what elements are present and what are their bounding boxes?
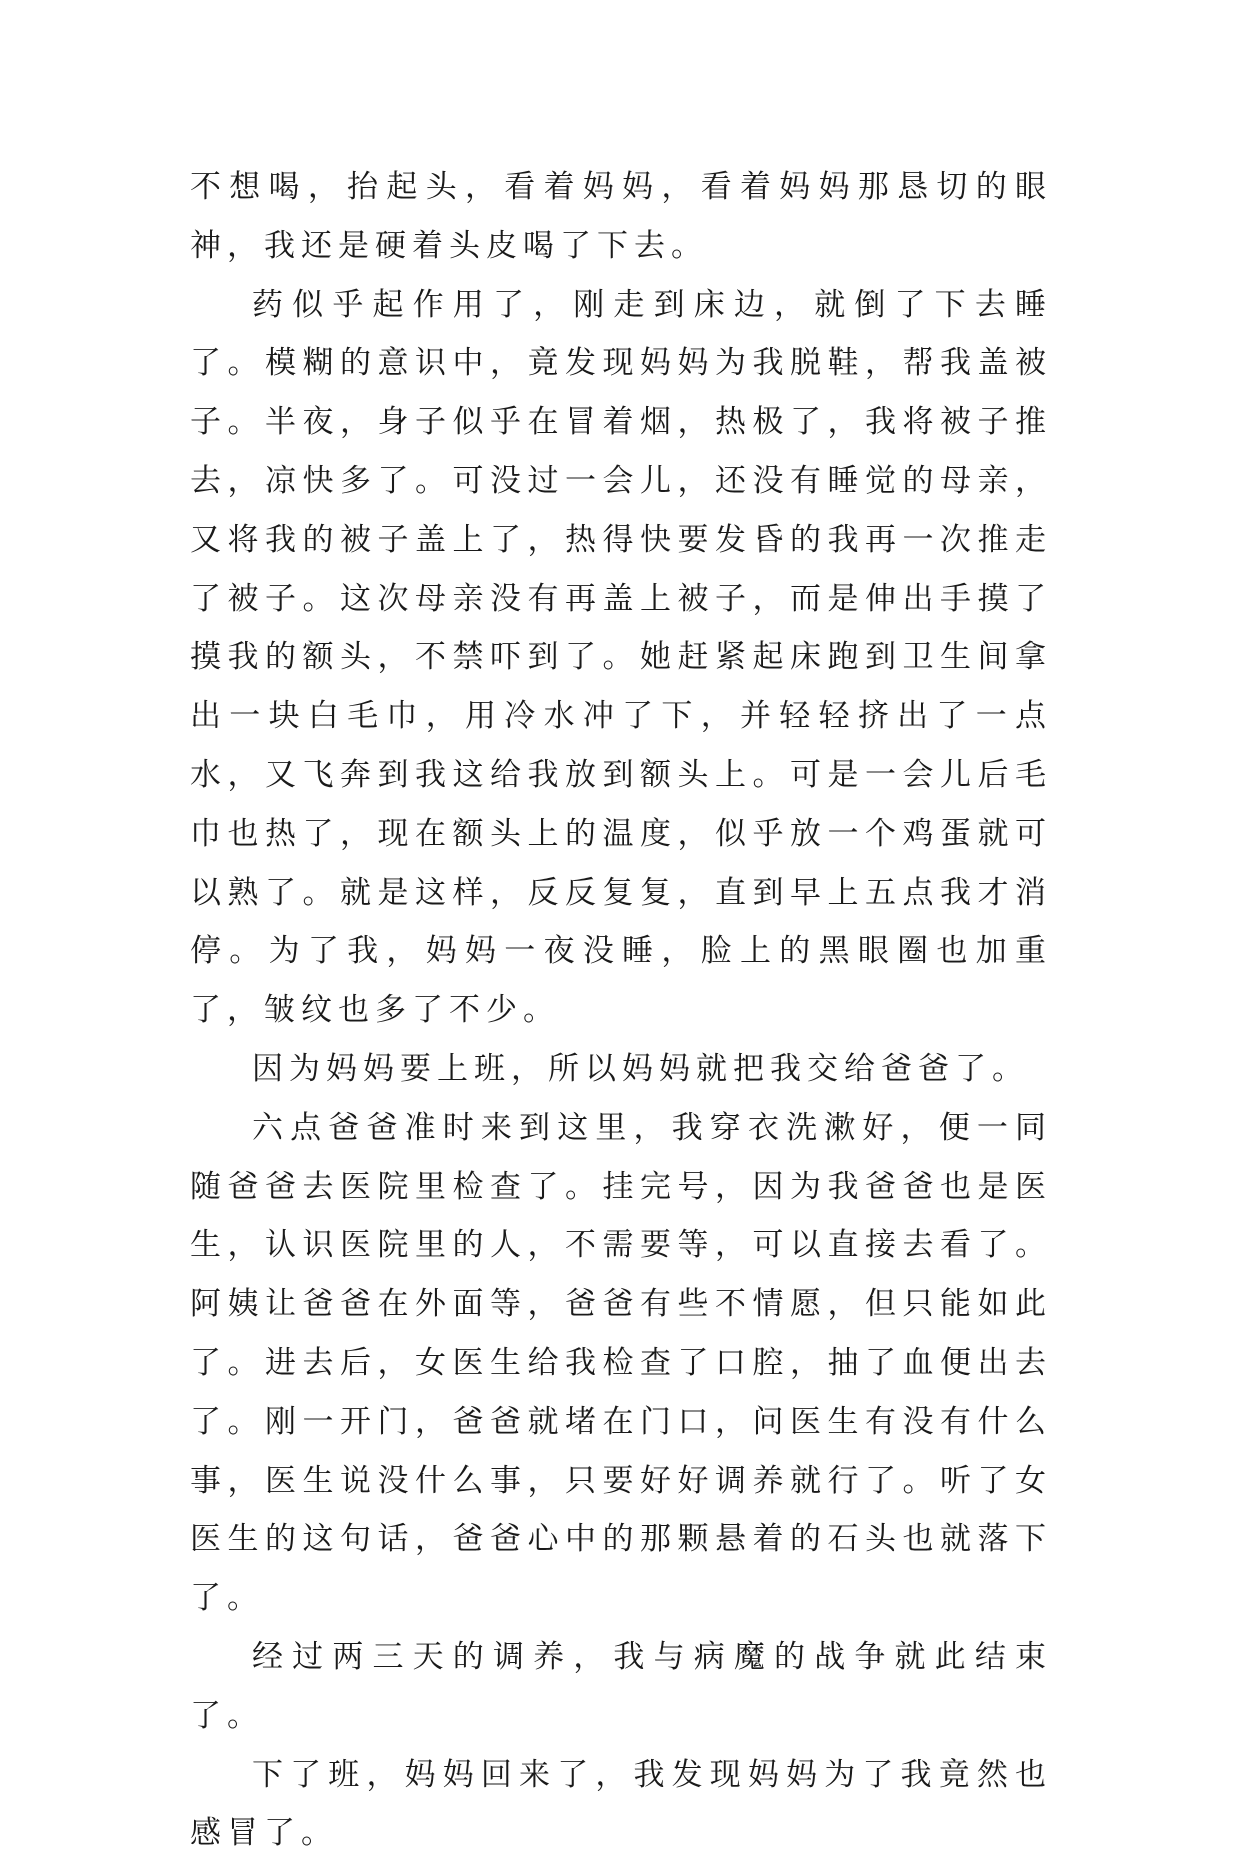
paragraph-4: 六点爸爸准时来到这里，我穿衣洗漱好，便一同随爸爸去医院里检查了。挂完号，因为我爸爸也是医生，认识医院里的人，不需要等，可以直接去看了。阿姨让爸爸在外面等，爸爸有些不情愿，但只能如此了。进去后，女医生给我检查了口腔，抽了血便出去了。刚一开门，爸爸就堵在门口，问医生有没有什么事，医生说没什么事，只要好好调养就行了。听了女医生的这句话，爸爸心中的那颗悬着的石头也就落下了。 [190,1109,1052,1617]
paragraph-3: 因为妈妈要上班，所以妈妈就把我交给爸爸了。 [252,1050,1029,1087]
body-text [190,158,1052,1863]
paragraph-2: 药似乎起作用了，刚走到床边，就倒了下去睡了。模糊的意识中，竟发现妈妈为我脱鞋，帮我盖被子。半夜，身子似乎在冒着烟，热极了，我将被子推去，凉快多了。可没过一会儿，还没有睡觉的母亲，又将我的被子盖上了，热得快要发昏的我再一次推走了被子。这次母亲没有再盖上被子，而是伸出手摸了摸我的额头，不禁吓到了。她赶紧起床跑到卫生间拿出一块白毛巾，用冷水冲了下，并轻轻挤出了一点水，又飞奔到我这给我放到额头上。可是一会儿后毛巾也热了，现在额头上的温度，似乎放一个鸡蛋就可以熟了。就是这样，反反复复，直到早上五点我才消停。为了我，妈妈一夜没睡，脸上的黑眼圈也加重了，皱纹也多了不少。 [190,286,1052,1029]
paragraph-6: 下了班，妈妈回来了，我发现妈妈为了我竟然也感冒了。 [190,1756,1052,1852]
paragraph-5: 经过两三天的调养，我与病魔的战争就此结束了。 [190,1638,1052,1734]
paragraph-1: 不想喝，抬起头，看着妈妈，看着妈妈那恳切的眼神，我还是硬着头皮喝了下去。 [190,169,1052,264]
